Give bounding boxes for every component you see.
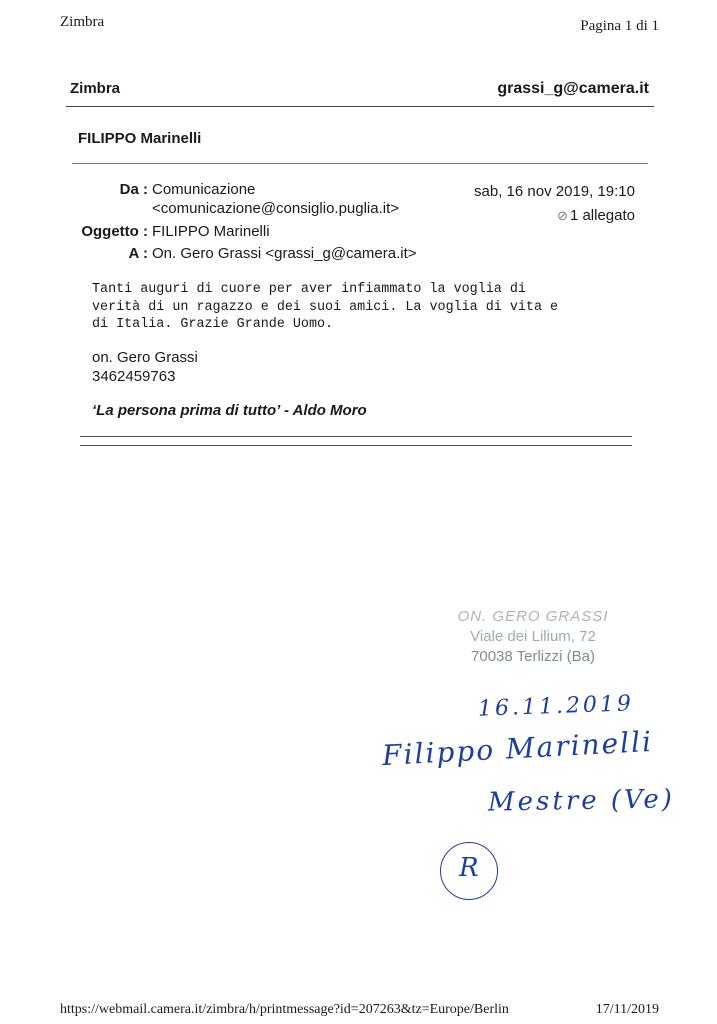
stamp-line-city: 70038 Terlizzi (Ba)	[471, 648, 595, 665]
handwritten-date: 16.11.2019	[477, 691, 635, 722]
signature-motto: ‘La persona prima di tutto’ - Aldo Moro	[92, 402, 367, 419]
footer-divider-bottom	[80, 445, 632, 446]
message-body: Tanti auguri di cuore per aver infiammato la voglia di verità di un ragazzo e dei suoi amici. La voglia di vita e di Italia. Grazie Grande Uomo.	[92, 282, 559, 332]
from-email: <comunicazione@consiglio.puglia.it>	[152, 200, 400, 217]
stamp-line-name: ON. GERO GRASSI	[457, 608, 609, 625]
from-label: Da :	[119, 181, 148, 198]
to-value: On. Gero Grassi <grassi_g@camera.it>	[152, 245, 417, 262]
to-label: A :	[128, 245, 148, 262]
print-header-page: Pagina 1 di 1	[580, 18, 659, 34]
handwritten-place: Mestre (Ve)	[487, 784, 676, 818]
circled-mark	[440, 842, 498, 900]
circled-letter: R	[459, 853, 479, 883]
signature-phone: 3462459763	[92, 368, 176, 385]
subject-value: FILIPPO Marinelli	[152, 223, 270, 240]
attachments-count: 1 allegato	[569, 207, 635, 224]
attachments-link[interactable]	[557, 207, 635, 224]
print-header-app: Zimbra	[60, 14, 105, 30]
header-divider	[66, 106, 654, 107]
subject-label: Oggetto :	[81, 223, 148, 240]
stamp-line-street: Viale dei Lilium, 72	[470, 628, 596, 645]
from-name: Comunicazione	[152, 181, 256, 198]
address-stamp	[452, 607, 614, 667]
account-email: grassi_g@camera.it	[497, 80, 649, 97]
subject-divider	[72, 163, 648, 164]
app-name: Zimbra	[70, 80, 121, 97]
handwritten-name: Filippo Marinelli	[381, 724, 654, 773]
paperclip-icon: ⊘	[557, 208, 568, 223]
subject-title: FILIPPO Marinelli	[78, 130, 202, 147]
footer-date: 17/11/2019	[595, 1002, 659, 1017]
footer-url: https://webmail.camera.it/zimbra/h/printmessage?id=207263&tz=Europe/Berlin	[60, 1002, 509, 1017]
message-date: sab, 16 nov 2019, 19:10	[474, 183, 635, 200]
signature-name: on. Gero Grassi	[92, 349, 198, 366]
footer-divider-top	[80, 436, 632, 437]
